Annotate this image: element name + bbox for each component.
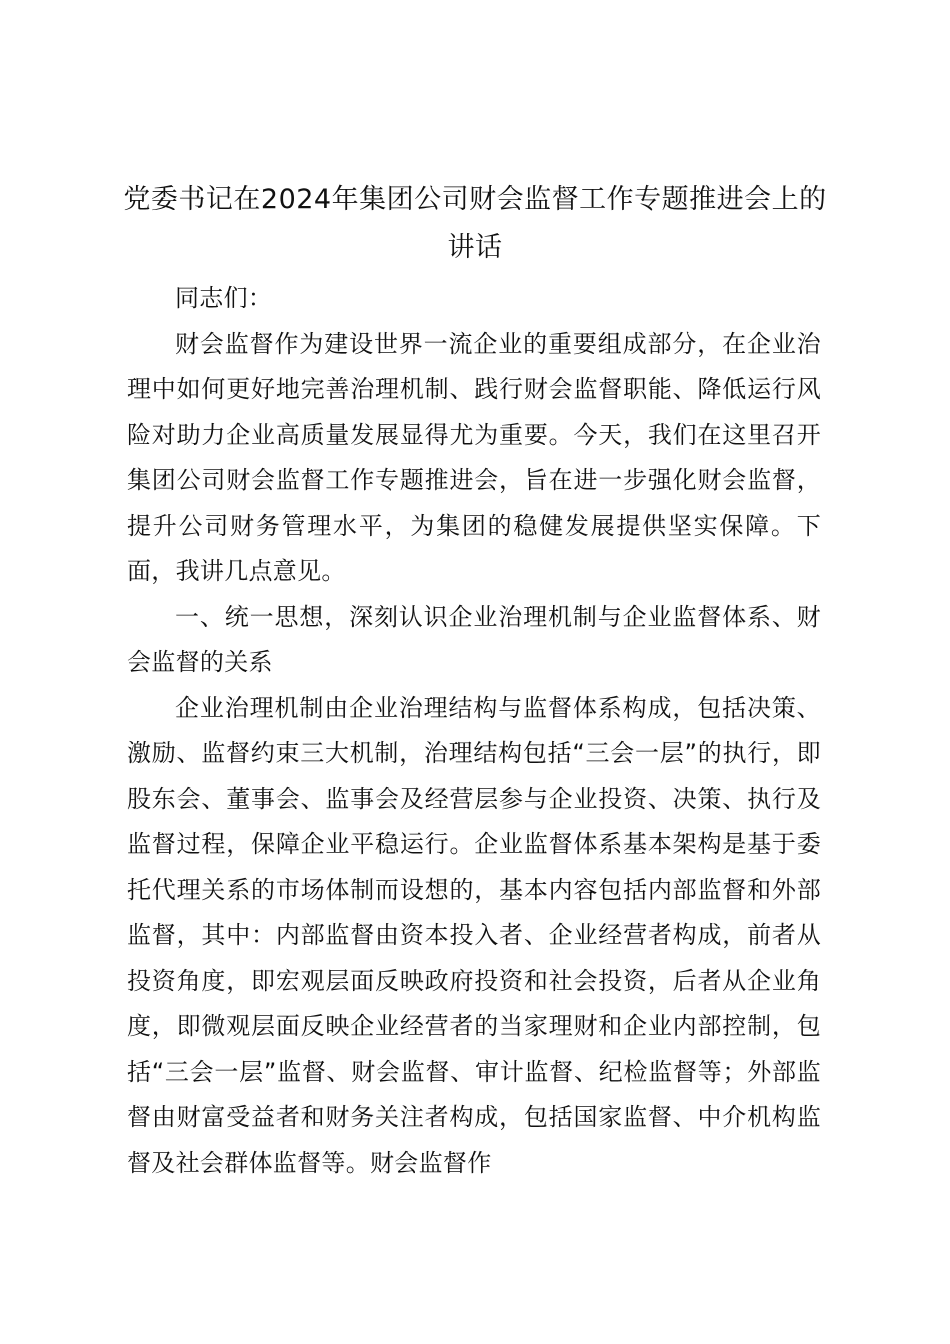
- section-heading-1: 一、统一思想，深刻认识企业治理机制与企业监督体系、财会监督的关系: [127, 602, 821, 676]
- paragraph-section-1: 企业治理机制由企业治理结构与监督体系构成，包括决策、激励、监督约束三大机制，治理结构包括“三会一层”的执行，即股东会、董事会、监事会及经营层参与企业投资、决策、执行及监督过程，保障企业平稳运行。企业监督体系基本架构是基于委托代理关系的市场体制而设想的，基本内容包括内部监督和外部监督，其中：内部监督由资本投入者、企业经营者构成，前者从投资角度，即宏观层面反映政府投资和社会投资，后者从企业角度，即微观层面反映企业经营者的当家理财和企业内部控制，包括“三会一层”监督、财会监督、审计监督、纪检监督等；外部监督由财富受益者和财务关注者构成，包括国家监督、中介机构监督及社会群体监督等。财会监督作: [127, 693, 821, 1177]
- document-title: 党委书记在2024年集团公司财会监督工作专题推进会上的讲话: [123, 184, 827, 263]
- document-body: [127, 276, 821, 1186]
- paragraph-intro: 财会监督作为建设世界一流企业的重要组成部分，在企业治理中如何更好地完善治理机制、践行财会监督职能、降低运行风险对助力企业高质量发展显得尤为重要。今天，我们在这里召开集团公司财会监督工作专题推进会，旨在进一步强化财会监督，提升公司财务管理水平，为集团的稳健发展提供坚实保障。下面，我讲几点意见。: [127, 329, 821, 585]
- salutation: 同志们：: [175, 284, 273, 312]
